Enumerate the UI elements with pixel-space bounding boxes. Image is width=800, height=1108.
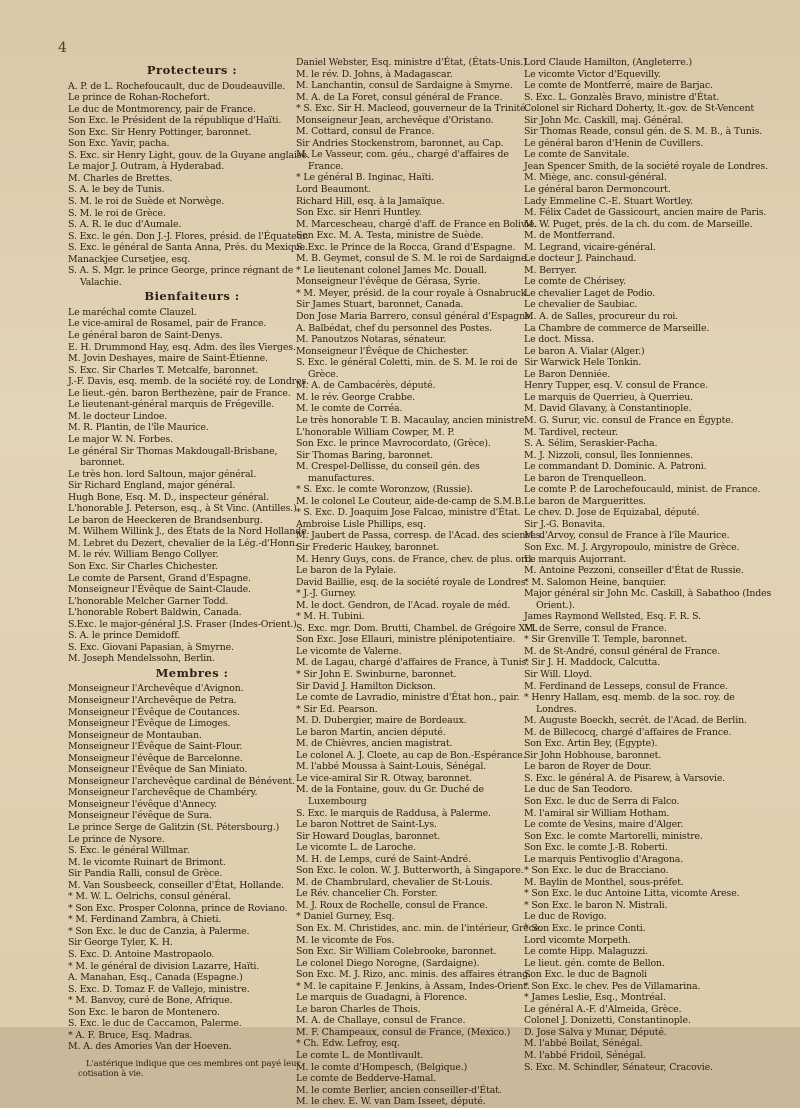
list-item: Lord Beaumont.: [296, 184, 371, 196]
list-item: S. Exc. D. Tomaz F. de Vallejo, ministre.: [68, 983, 250, 995]
list-item: * Son Exc. le duc Antoine Litta, vicomte Arese.: [524, 888, 740, 900]
list-item: Son Exc. le prince Mavrocordato, (Grèce).: [296, 438, 491, 450]
list-item: M. le rév. George Crabbe.: [296, 391, 415, 403]
list-item: Sir David J. Hamilton Dickson.: [296, 680, 436, 692]
list-item: Son Exc. M. A. Testa, ministre de Suède.: [296, 230, 484, 242]
list-item: M. le comte Berlier, ancien conseiller-d'État.: [296, 1084, 502, 1096]
list-item: M. de Chambrulard, chevalier de St-Louis.: [296, 876, 493, 888]
list-item: Le baron de Royer de Dour.: [524, 761, 652, 773]
list-item: M. J. Nizzoli, consul, îles Ionniennes.: [524, 449, 693, 461]
list-item: S. Exc. le général de Santa Anna, Prés. du Mexique.: [68, 242, 308, 254]
list-item: Son Exc. sir Henri Huntley.: [296, 207, 422, 219]
list-item: Le prince de Rohan-Rochefort.: [68, 92, 210, 104]
list-protecteurs: [68, 81, 316, 289]
list-item: M. A. de Salles, procureur du roi.: [524, 311, 679, 323]
list-item: Monseigneur l'archevêque de Chambéry.: [68, 787, 258, 799]
list-item: M. le rév. William Bengo Collyer.: [68, 549, 219, 561]
list-item: A. Manahan, Esq., Canada (Espagne.): [68, 972, 243, 984]
list-item: M. Jovin Deshayes, maire de Saint-Étienne.: [68, 353, 268, 365]
list-item: Monseigneur l'Archevêque d'Avignon.: [68, 683, 244, 695]
list-item: Sir Richard England, major général.: [68, 480, 236, 492]
list-item: D. Jose Salva y Munar, Député.: [524, 1026, 667, 1038]
list-item: Sir Frederic Haukey, baronnet.: [296, 541, 440, 553]
list-item: M. Antoine Pezzoni, conseiller d'État de Russie.: [524, 565, 744, 577]
list-item: S. M. le roi de Suède et Norwège.: [68, 196, 225, 208]
list-item: Le baron de Trenquelleon.: [524, 472, 647, 484]
list-item: * Sir John E. Swinburne, baronnet.: [296, 668, 457, 680]
list-item: Ambroise Lisle Phillips, esq.: [296, 518, 426, 530]
list-item: * M. Banvoy, curé de Bone, Afrique.: [68, 995, 233, 1007]
list-item: Le comte de Sanvitale.: [524, 149, 630, 161]
list-item: Le baron de la Pylaie.: [296, 565, 397, 577]
list-item: M. F. Champeaux, consul de France, (Mexico.): [296, 1026, 511, 1038]
list-item: M. de Serre, consul de France.: [524, 622, 667, 634]
list-item: * M. Meyer, présid. de la cour royale à Osnabruck.: [296, 287, 530, 299]
list-item: S. Exc. sir Henry Light, gouv. de la Guyane anglaise.: [68, 149, 310, 161]
list-item: S. Exc. le général Willmar.: [68, 845, 190, 857]
list-item: Le comte P. de Larochefoucauld, minist. de France.: [524, 484, 761, 496]
list-item: Sir Thomas Reade, consul gén. de S. M. B., à Tunis.: [524, 126, 763, 138]
list-item: M. Panoutzos Notaras, sénateur.: [296, 334, 447, 346]
list-item: Le vicomte de Valerne.: [296, 645, 402, 657]
list-item: * Son Exc. le chev. Pes de Villamarina.: [524, 980, 701, 992]
column-2: [296, 57, 544, 1108]
column-1: [68, 62, 316, 1079]
list-item: Le colonel A. J. Cloete, au cap de Bon.-Espérance.: [296, 749, 526, 761]
list-item: Son Exc. le comte J.-B. Roberti.: [524, 842, 668, 854]
list-item: Le baron Martin, ancien député.: [296, 726, 446, 738]
list-item: David Baillie, esq. de la société royale de Londres.: [296, 576, 529, 588]
list-item: Le très honorable T. B. Macaulay, ancien ministre.: [296, 414, 528, 426]
list-item: Lord vicomte Morpeth.: [524, 934, 631, 946]
list-item: Monseigneur l'Évêque de Chichester.: [296, 345, 469, 357]
list-item: M. A. de Cambacérès, député.: [296, 380, 436, 392]
column-3: [524, 57, 772, 1073]
list-item: Monseigneur l'évêque de Barcelonne.: [68, 752, 243, 764]
list-item: Le marquis Aujorrant.: [524, 553, 627, 565]
list-item: M. H. de Lemps, curé de Saint-André.: [296, 853, 471, 865]
list-item: * J.-J. Gurney.: [296, 588, 357, 600]
list-item: * A. F. Bruce, Esq. Madras.: [68, 1029, 193, 1041]
list-item: Son Exc. Sir William Colebrooke, baronnet.: [296, 946, 497, 958]
list-item: M. le chev. E. W. van Dam Isseet, député.: [296, 1096, 486, 1108]
list-item: * M. H. Tubini.: [296, 611, 365, 623]
list-item: S. A. le prince Demidoff.: [68, 630, 181, 642]
list-item: Daniel Webster, Esq. ministre d'État, (États-Unis.): [296, 57, 527, 68]
heading-protecteurs: Protecteurs :: [146, 63, 238, 77]
list-item: Son Exc. M. J. Rizo, anc. minis. des affaires étrang.: [296, 969, 531, 981]
list-item: Lord Claude Hamilton, (Angleterre.): [524, 57, 692, 68]
list-item: S. Exc. le général A. de Pisarew, à Varsovie.: [524, 772, 726, 784]
list-item: * Henry Hallam, esq. memb. de la soc. roy. de Londres.: [524, 692, 735, 715]
list-item: Sir Andries Stockenstrom, baronnet, au Cap.: [296, 137, 504, 149]
list-item: E. H. Drummond Hay, esq. Adm. des îles Vierges.: [68, 341, 296, 353]
list-item: M. Lebret du Dezert, chevalier de la Lég.-d'Honn.: [68, 537, 298, 549]
list-item: Le chevalier de Saubiac.: [524, 299, 638, 311]
list-item: S.Exc. le major-général J.S. Fraser (Indes-Orient.): [68, 618, 297, 630]
list-item: Le duc de San Teodoro.: [524, 784, 633, 796]
list-item: Son Exc. Artin Bey, (Égypte).: [524, 738, 658, 750]
list-item: Colonel J. Donizetti, Constantinople.: [524, 1015, 691, 1027]
list-item: Son Exc. Sir Charles Chichester.: [68, 560, 218, 572]
list-membres-col3: [524, 57, 772, 1073]
heading-membres: Membres :: [155, 665, 229, 680]
list-item: M. W. Puget, prés. de la ch. du com. de Marseille.: [524, 218, 753, 230]
list-item: Sir Warwick Hele Tonkin.: [524, 357, 642, 369]
list-item: S. A. le bey de Tunis.: [68, 184, 165, 196]
list-item: Monseigneur l'Évêque de San Miniato.: [68, 764, 248, 776]
list-item: * Son Exc. le baron N. Mistrali.: [524, 899, 668, 911]
list-item: Le baron de Heeckeren de Brandsenburg.: [68, 514, 263, 526]
list-item: Hugh Bone, Esq. M. D., inspecteur général.: [68, 491, 269, 503]
list-item: * Son Exc. le duc de Bracciano.: [524, 865, 669, 877]
list-item: * M. W. L. Oelrichs, consul général.: [68, 891, 231, 903]
list-item: S. Exc. le duc de Caccamon, Palerme.: [68, 1018, 242, 1030]
list-item: S. A. R. le duc d'Aumale.: [68, 219, 182, 231]
list-item: James Raymond Wellsted, Esq. F. R. S.: [524, 611, 701, 623]
list-item: L'honorable William Cowper, M. P.: [296, 426, 455, 438]
list-item: Le Baron Denniée.: [524, 368, 611, 380]
list-item: M. Miège, anc. consul-général.: [524, 172, 667, 184]
list-item: M. Auguste Boeckh, secrét. de l'Acad. de Berlin.: [524, 715, 747, 727]
list-item: Le chev. D. Jose de Equizabal, député.: [524, 507, 700, 519]
list-item: Don Jose Maria Barrero, consul général d'Espagne.: [296, 311, 534, 323]
list-item: Le lieut. gén. comte de Bellon.: [524, 957, 665, 969]
list-item: M. Tardivel, recteur.: [524, 426, 618, 438]
list-item: M. le docteur Lindoe.: [68, 410, 168, 422]
list-item: Monseigneur de Montauban.: [68, 729, 202, 741]
list-item: Le comte de Montferré, maire de Barjac.: [524, 80, 713, 92]
list-item: * M. le général de division Lazarre, Haïti.: [68, 960, 260, 972]
list-item: Le général baron de Saint-Denys.: [68, 330, 223, 342]
list-item: Sir Howard Douglas, baronnet.: [296, 830, 441, 842]
list-item: M. l'amiral sir William Hotham.: [524, 807, 670, 819]
list-item: M. Henry Guys, cons. de France, chev. de plus. ord.: [296, 553, 535, 565]
list-item: Monseigneur l'Évêque de Saint-Flour.: [68, 741, 243, 753]
list-item: Le commandant D. Dominic. A. Patroni.: [524, 461, 707, 473]
list-item: M. A. de Challaye, consul de France.: [296, 1015, 466, 1027]
list-item: Le comte de Parsent, Grand d'Espagne.: [68, 572, 251, 584]
list-item: Major général sir John Mc. Caskill, à Sabathoo (Indes Orient.).: [524, 588, 772, 611]
list-item: Monseigneur l'évêque d'Annecy.: [68, 798, 218, 810]
list-item: Son Exc. le Président de la république d'Haïti.: [68, 115, 282, 127]
list-item: M. Marcescheau, chargé d'aff. de France en Bolivie.: [296, 218, 538, 230]
list-item: Le lieut.-gén. baron Berthezène, pair de France.: [68, 387, 291, 399]
list-item: Le baron de Marguerittes.: [524, 495, 646, 507]
list-item: M. A. des Amories Van der Hoeven.: [68, 1041, 232, 1053]
list-item: Son Exc. Jose Ellauri, ministre plénipotentiaire.: [296, 634, 516, 646]
list-item: S. M. le roi de Grèce.: [68, 207, 166, 219]
list-item: Le général baron d'Henin de Cuvillers.: [524, 137, 704, 149]
list-item: Le très hon. lord Saltoun, major général.: [68, 468, 257, 480]
list-item: M. le vicomte de Fos.: [296, 934, 395, 946]
list-item: M. l'abbé Fridoil, Sénégal.: [524, 1050, 646, 1062]
list-item: Son Exc. le duc de Bagnoli: [524, 969, 648, 981]
list-item: Sir Pandia Ralli, consul de Grèce.: [68, 868, 223, 880]
list-item: L'honorable Robert Baldwin, Canada.: [68, 607, 242, 619]
list-item: Le prince Serge de Galitzin (St. Pétersbourg.): [68, 822, 280, 833]
list-item: M. Félix Cadet de Gassicourt, ancien maire de Paris.: [524, 207, 767, 219]
list-item: Le vicomte Victor d'Equevilly.: [524, 68, 661, 80]
list-item: Le général A.-F. d'Almeida, Grèce.: [524, 1003, 682, 1015]
list-item: Le baron Charles de Thois.: [296, 1003, 421, 1015]
list-item: M. Wilhem Willink J., des États de la Nord Hollande.: [68, 526, 310, 538]
list-item: M. le rév. D. Johns, à Madagascar.: [296, 68, 453, 80]
list-item: M. Baylin de Monthel, sous-préfet.: [524, 876, 684, 888]
list-item: S. A. Sélim, Seraskier-Pacha.: [524, 438, 658, 450]
list-item: * Sir Grenville T. Temple, baronnet.: [524, 634, 687, 646]
list-item: M. Lanchantin, consul de Sardaigne à Smyrne.: [296, 80, 513, 92]
list-item: Son Exc. M. J. Argyropoulo, ministre de Grèce.: [524, 541, 740, 553]
list-item: Richard Hill, esq. à la Jamaïque.: [296, 195, 445, 207]
list-item: M. le comte de Corréa.: [296, 403, 403, 415]
list-item: * Son Exc. Prosper Colonna, prince de Roviano.: [68, 902, 288, 914]
list-item: Le major J. Outram, à Hyderabad.: [68, 161, 225, 173]
list-item: Sir George Tyler, K. H.: [68, 937, 173, 949]
list-item: M. l'abbé Boilat, Sénégal.: [524, 1038, 643, 1050]
list-item: Le Rév. chancelier Ch. Forster.: [296, 888, 438, 900]
list-item: Sir Will. Lloyd.: [524, 668, 593, 680]
list-item: Le colonel Diego Norogne, (Sardaigne).: [296, 957, 480, 969]
list-item: * Sir Ed. Pearson.: [296, 703, 378, 715]
list-item: Henry Tupper, esq. V. consul de France.: [524, 380, 709, 392]
list-item: Jean Spencer Smith, de la société royale de Londres.: [524, 160, 768, 172]
list-item: Le marquis de Querrieu, à Querrieu.: [524, 391, 693, 403]
list-item: * Son Exc. le prince Conti.: [524, 923, 646, 935]
list-item: Son Exc. le colon. W. J. Butterworth, à Singapore.: [296, 865, 524, 877]
list-item: Le docteur J. Painchaud.: [524, 253, 637, 265]
list-item: * S. Exc. D. Joaquim Jose Falcao, ministre d'État.: [296, 507, 521, 519]
list-item: M. de Montferrand.: [524, 230, 616, 242]
list-item: Le maréchal comte Clauzel.: [68, 306, 197, 318]
list-item: * Son Exc. le duc de Canzia, à Palerme.: [68, 925, 250, 937]
list-item: M. Le Vasseur, com. géu., chargé d'affaires de France.: [296, 149, 509, 172]
list-item: M. de la Fontaine, gouv. du Gr. Duché de Luxembourg: [296, 784, 484, 807]
list-item: S. Exc. M. Schindler, Sénateur, Cracovie.: [524, 1061, 713, 1073]
list-item: Le doct. Missa.: [524, 334, 594, 346]
list-item: A. Balbédat, chef du personnel des Postes.: [296, 322, 492, 334]
list-item: Sir John Hobhouse, baronnet.: [524, 749, 662, 761]
list-item: L'honorable J. Peterson, esq., à St Vinc. (Antilles.): [68, 503, 297, 515]
list-item: S. Exc. le Prince de la Rocca, Grand d'Espagne.: [296, 241, 516, 253]
list-item: Son Exc. Yavir, pacha.: [68, 138, 170, 150]
list-item: Lady Emmeline C.-E. Stuart Wortley.: [524, 195, 693, 207]
list-item: S. Exc. le gén. Don J.-J. Flores, présid. de l'Équateur.: [68, 230, 309, 242]
list-item: Monseigneur l'évêque de Sura.: [68, 810, 212, 822]
list-item: M. Berryer.: [524, 264, 577, 276]
list-item: L'honorable Melcher Garner Todd.: [68, 595, 229, 607]
list-item: Le comte de Lavradio, ministre d'État hon., pair.: [296, 692, 520, 704]
list-item: Le vice-amiral de Rosamel, pair de France.: [68, 318, 267, 330]
list-item: S. Exc. le marquis de Raddusa, à Palerme.: [296, 807, 491, 819]
list-item: Son Exc. Sir Henry Pottinger, baronnet.: [68, 126, 252, 138]
list-item: M. le doct. Gendron, de l'Acad. royale de méd.: [296, 599, 511, 611]
list-item: S. Exc. L. Gonzalès Bravo, ministre d'État.: [524, 91, 720, 103]
list-item: * M. Salomon Heine, banquier.: [524, 576, 666, 588]
list-item: M. Charles de Brettes.: [68, 172, 173, 184]
list-item: A. P. de L. Rochefoucault, duc de Doudeauville.: [68, 80, 286, 92]
list-item: Le major W. N. Forbes.: [68, 433, 173, 445]
list-item: * M. Ferdinand Zambra, à Chieti.: [68, 914, 222, 926]
list-item: Le lieutenant-général marquis de Frégeville.: [68, 399, 275, 411]
footnote: L'astérique indique que ces membres ont payé leur cotisation à vie.: [78, 1058, 301, 1079]
list-item: Son Ex. M. Christides, anc. min. de l'intérieur, Grèce.: [296, 923, 543, 935]
list-item: M. le colonel Le Couteur, aide-de-camp de S.M.B.: [296, 495, 525, 507]
list-item: M. Jaubert de Passa, corresp. de l'Acad. des sciences.: [296, 530, 544, 542]
list-item: Le général baron Dermoncourt.: [524, 184, 671, 196]
list-item: M. J. Roux de Rochelle, consul de France.: [296, 899, 488, 911]
list-item: M. R. Plantin, de l'île Maurice.: [68, 422, 209, 434]
list-bienfaiteurs: [68, 307, 316, 665]
list-item: Le général Sir Thomas Makdougall-Brisbane, baronnet.: [68, 445, 278, 469]
list-item: M. le comte d'Hompesch, (Belgique.): [296, 1061, 468, 1073]
list-item: Monseigneur l'évêque de Gérasa, Syrie.: [296, 276, 481, 288]
list-item: M. Ferdinand de Lesseps, consul de France.: [524, 680, 728, 692]
list-item: Le comte de Vesins, maire d'Alger.: [524, 819, 684, 831]
list-item: * S. Exc. Sir H. Macleod, gouverneur de la Trinité.: [296, 103, 529, 115]
list-item: M. G. Surur, vic. consul de France en Égypte.: [524, 414, 734, 426]
list-item: Sir Thomas Baring, baronnet.: [296, 449, 433, 461]
list-item: M. Van Sousbeeck, conseiller d'État, Hollande.: [68, 879, 284, 891]
list-item: S. Exc. Giovani Papasian, à Smyrne.: [68, 641, 234, 653]
list-item: Le prince de Nysore.: [68, 833, 165, 845]
list-item: S. Exc. D. Antoine Mastropaolo.: [68, 949, 215, 961]
list-item: Manackjee Cursetjee, esq.: [68, 253, 191, 265]
list-item: Le chevalier Laget de Podio.: [524, 287, 655, 299]
list-item: S. Exc. mgr. Dom. Brutti, Chambel. de Grégoire XVI.: [296, 622, 538, 634]
list-item: Le marquis Pentivoglio d'Aragona.: [524, 853, 684, 865]
heading-bienfaiteurs: Bienfaiteurs :: [144, 289, 240, 304]
list-item: Monseigneur l'Archevêque de Petra.: [68, 694, 237, 706]
list-item: Sir J.-G. Bonavita.: [524, 518, 606, 530]
list-item: Monseigneur l'Évêque de Saint-Claude.: [68, 584, 251, 596]
list-item: Monseigneur l'Évêque de Coutances.: [68, 706, 240, 718]
list-item: M. d'Arvoy, consul de France à l'île Maurice.: [524, 530, 730, 542]
list-membres-col2: [296, 57, 544, 1108]
list-item: Monseigneur Jean, archevêque d'Oristano.: [296, 114, 494, 126]
list-item: M. de Lagau, chargé d'affaires de France, à Tunis.: [296, 657, 529, 669]
list-item: M. de Billecocq, chargé d'affaires de France.: [524, 726, 732, 738]
list-item: Le duc de Rovigo.: [524, 911, 607, 923]
list-item: Le comte de Chérisey.: [524, 276, 626, 288]
list-item: Le comte L. de Montlivault.: [296, 1050, 424, 1062]
list-item: La Chambre de commerce de Marseille.: [524, 322, 710, 334]
list-item: J.-F. Davis, esq. memb. de la société roy. de Londres.: [68, 376, 309, 388]
list-item: * Le général B. Inginac, Haïti.: [296, 172, 434, 184]
list-item: S. Exc. le général Coletti, min. de S. M. le roi de Grèce.: [296, 357, 518, 380]
list-item: Colonel sir Richard Doherty, lt.-gov. de St-Vencent: [524, 103, 755, 115]
list-item: Son Exc. le baron de Montenero.: [68, 1006, 220, 1018]
list-item: M. Joseph Mendelssohn, Berlin.: [68, 653, 215, 665]
list-item: Monseigneur l'archevêque cardinal de Bénévent.: [68, 775, 295, 787]
list-item: M. B. Geymet, consul de S. M. le roi de Sardaigne.: [296, 253, 530, 265]
list-item: * Le lieutenant colonel James Mc. Douall.: [296, 264, 487, 276]
page-mark: 4: [58, 40, 67, 56]
list-item: Sir James Stuart, baronnet, Canada.: [296, 299, 464, 311]
list-item: M. de St-André, consul général de France.: [524, 645, 720, 657]
list-membres-col1: [68, 683, 316, 1053]
list-item: Le marquis de Guadagni, à Florence.: [296, 992, 468, 1004]
list-item: * James Leslie, Esq., Montréal.: [524, 992, 666, 1004]
list-item: Le vicomte L. de Laroche.: [296, 842, 416, 854]
list-item: Son Exc. le comte Martorelli, ministre.: [524, 830, 703, 842]
list-item: M. Legrand, vicaire-général.: [524, 241, 656, 253]
list-item: M. l'abbé Moussa à Saint-Louis, Sénégal.: [296, 761, 487, 773]
list-item: M. A. de La Foret, consul général de France.: [296, 91, 503, 103]
list-item: Le comte Hipp. Malaguzzi.: [524, 946, 648, 958]
list-item: Le comte de Bedderve-Hamal.: [296, 1073, 437, 1085]
list-item: Le duc de Montmorency, pair de France.: [68, 103, 256, 115]
list-item: M. Crespel-Dellisse, du conseil gén. des manufactures.: [296, 461, 480, 484]
list-item: Sir John Mc. Caskill, maj. Général.: [524, 114, 684, 126]
list-item: Le baron A. Vialar (Alger.): [524, 345, 645, 357]
list-item: * M. le capitaine F. Jenkins, à Assam, Indes-Orient.: [296, 980, 530, 992]
list-item: Monseigneur l'Évêque de Limoges.: [68, 718, 231, 730]
list-item: M. Cottard, consul de France.: [296, 126, 435, 138]
list-item: * Ch. Edw. Lefroy, esq.: [296, 1038, 400, 1050]
list-item: * Sir J. H. Maddock, Calcutta.: [524, 657, 661, 669]
list-item: S. A. S. Mgr. le prince George, prince régnant de Valachie.: [68, 265, 294, 288]
list-item: Son Exc. le duc de Serra di Falco.: [524, 796, 680, 807]
list-item: Le vice-amiral Sir R. Otway, baronnet.: [296, 772, 472, 784]
list-item: Le baron Nottret de Saint-Lys.: [296, 819, 437, 831]
list-item: M. David Glavany, à Constantinople.: [524, 403, 692, 415]
list-item: * S. Exc. le comte Woronzow, (Russie).: [296, 484, 473, 496]
list-item: M. de Chièvres, ancien magistrat.: [296, 738, 453, 750]
list-item: S. Exc. Sir Charles T. Metcalfe, baronnet.: [68, 364, 259, 376]
list-item: * Daniel Gurney, Esq.: [296, 911, 395, 923]
list-item: M. le vicomte Ruinart de Brimont.: [68, 856, 226, 868]
list-item: M. D. Dubergier, maire de Bordeaux.: [296, 715, 467, 727]
